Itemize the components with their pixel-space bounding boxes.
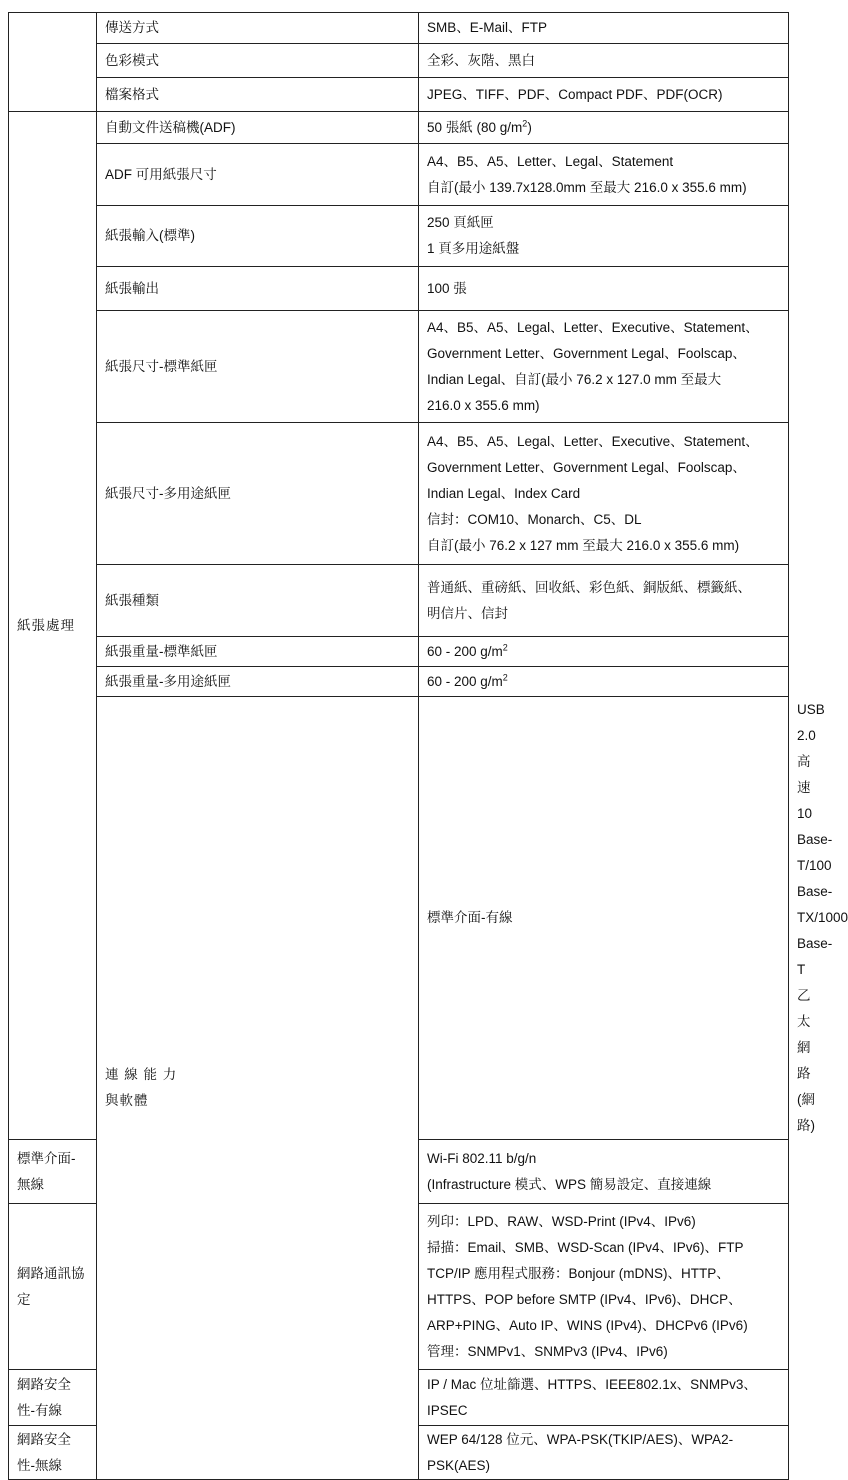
table-row bbox=[9, 311, 789, 423]
row-value: 普通紙、重磅紙、回收紙、彩色紙、銅版紙、標籤紙、 明信片、信封 bbox=[419, 565, 789, 637]
row-value: Wi-Fi 802.11 b/g/n (Infrastructure 模式、WPS 簡易設定、直接連線 bbox=[419, 1140, 789, 1204]
row-label: 紙張尺寸-多用途紙匣 bbox=[97, 423, 419, 565]
row-value: 100 張 bbox=[419, 267, 789, 311]
table-row bbox=[9, 637, 789, 667]
table-row bbox=[9, 78, 789, 112]
row-value: 全彩、灰階、黑白 bbox=[419, 44, 789, 78]
table-row bbox=[9, 144, 789, 206]
row-value: 50 張紙 (80 $g/m^2$) bbox=[419, 112, 789, 144]
row-value: A4、B5、A5、Letter、Legal、Statement 自訂(最小 139.7x128.0mm 至最大 216.0 x 355.6 mm) bbox=[419, 144, 789, 206]
row-value: 60 - 200 $g/m^2$ bbox=[419, 667, 789, 697]
table-row bbox=[9, 667, 789, 697]
row-label: 傳送方式 bbox=[97, 13, 419, 44]
row-label: 紙張輸出 bbox=[97, 267, 419, 311]
table-row: 連 線 能 力 與軟體 標準介面-有線 USB 2.0 高速 10 Base-T/100 Base-TX/1000 Base-T 乙太網路(網路) bbox=[9, 697, 789, 1140]
spec-table bbox=[8, 12, 848, 1480]
row-label: 標準介面-無線 bbox=[9, 1140, 97, 1204]
row-value: A4、B5、A5、Legal、Letter、Executive、Statement、 Government Letter、Government Legal、Foolscap、 Indian Legal、Index Card 信封：COM10、Monarch、C5、DL 自訂(最小 76.2 x 127 mm 至最大 216.0 x 355.6 mm) bbox=[419, 423, 789, 565]
table-row bbox=[9, 423, 789, 565]
row-value: A4、B5、A5、Legal、Letter、Executive、Statement、 Government Letter、Government Legal、Foolscap、 Indian Legal、自訂(最小 76.2 x 127.0 mm 至最大 216.0 x 355.6 mm) bbox=[419, 311, 789, 423]
row-value: 60 - 200 $g/m^2$ bbox=[419, 637, 789, 667]
row-value: 250 頁紙匣 1 頁多用途紙盤 bbox=[419, 206, 789, 267]
row-label: ADF 可用紙張尺寸 bbox=[97, 144, 419, 206]
row-value: WEP 64/128 位元、WPA-PSK(TKIP/AES)、WPA2-PSK(AES) bbox=[419, 1426, 789, 1480]
row-value: IP / Mac 位址篩選、HTTPS、IEEE802.1x、SNMPv3、 IPSEC bbox=[419, 1370, 789, 1426]
group-cell-blank bbox=[9, 13, 97, 112]
row-label: 紙張重量-多用途紙匣 bbox=[97, 667, 419, 697]
group-label-paper: 紙張處理 bbox=[9, 112, 97, 1140]
row-label: 網路安全性-有線 bbox=[9, 1370, 97, 1426]
row-value: JPEG、TIFF、PDF、Compact PDF、PDF(OCR) bbox=[419, 78, 789, 112]
row-label: 網路通訊協定 bbox=[9, 1204, 97, 1370]
row-label: 紙張種類 bbox=[97, 565, 419, 637]
row-label: 檔案格式 bbox=[97, 78, 419, 112]
row-value: 列印：LPD、RAW、WSD-Print (IPv4、IPv6) 掃描：Email、SMB、WSD-Scan (IPv4、IPv6)、FTP TCP/IP 應用程式服務：Bonjour (mDNS)、HTTP、 HTTPS、POP before SMTP (IPv4、IPv6)、DHCP、 ARP+PING、Auto IP、WINS (IPv4)、DHCPv6 (IPv6) 管理：SNMPv1、SNMPv3 (IPv4、IPv6) bbox=[419, 1204, 789, 1370]
group-label-connectivity: 連 線 能 力 與軟體 bbox=[97, 697, 419, 1480]
table-row bbox=[9, 112, 789, 144]
row-label: 紙張輸入(標準) bbox=[97, 206, 419, 267]
table-row bbox=[9, 206, 789, 267]
row-label: 標準介面-有線 bbox=[419, 697, 789, 1140]
row-label: 自動文件送稿機(ADF) bbox=[97, 112, 419, 144]
table-row bbox=[9, 44, 789, 78]
row-label: 網路安全性-無線 bbox=[9, 1426, 97, 1480]
table-row bbox=[9, 565, 789, 637]
table-row bbox=[9, 13, 789, 44]
table-row bbox=[9, 267, 789, 311]
row-value: SMB、E-Mail、FTP bbox=[419, 13, 789, 44]
row-label: 色彩模式 bbox=[97, 44, 419, 78]
row-label: 紙張尺寸-標準紙匣 bbox=[97, 311, 419, 423]
row-label: 紙張重量-標準紙匣 bbox=[97, 637, 419, 667]
